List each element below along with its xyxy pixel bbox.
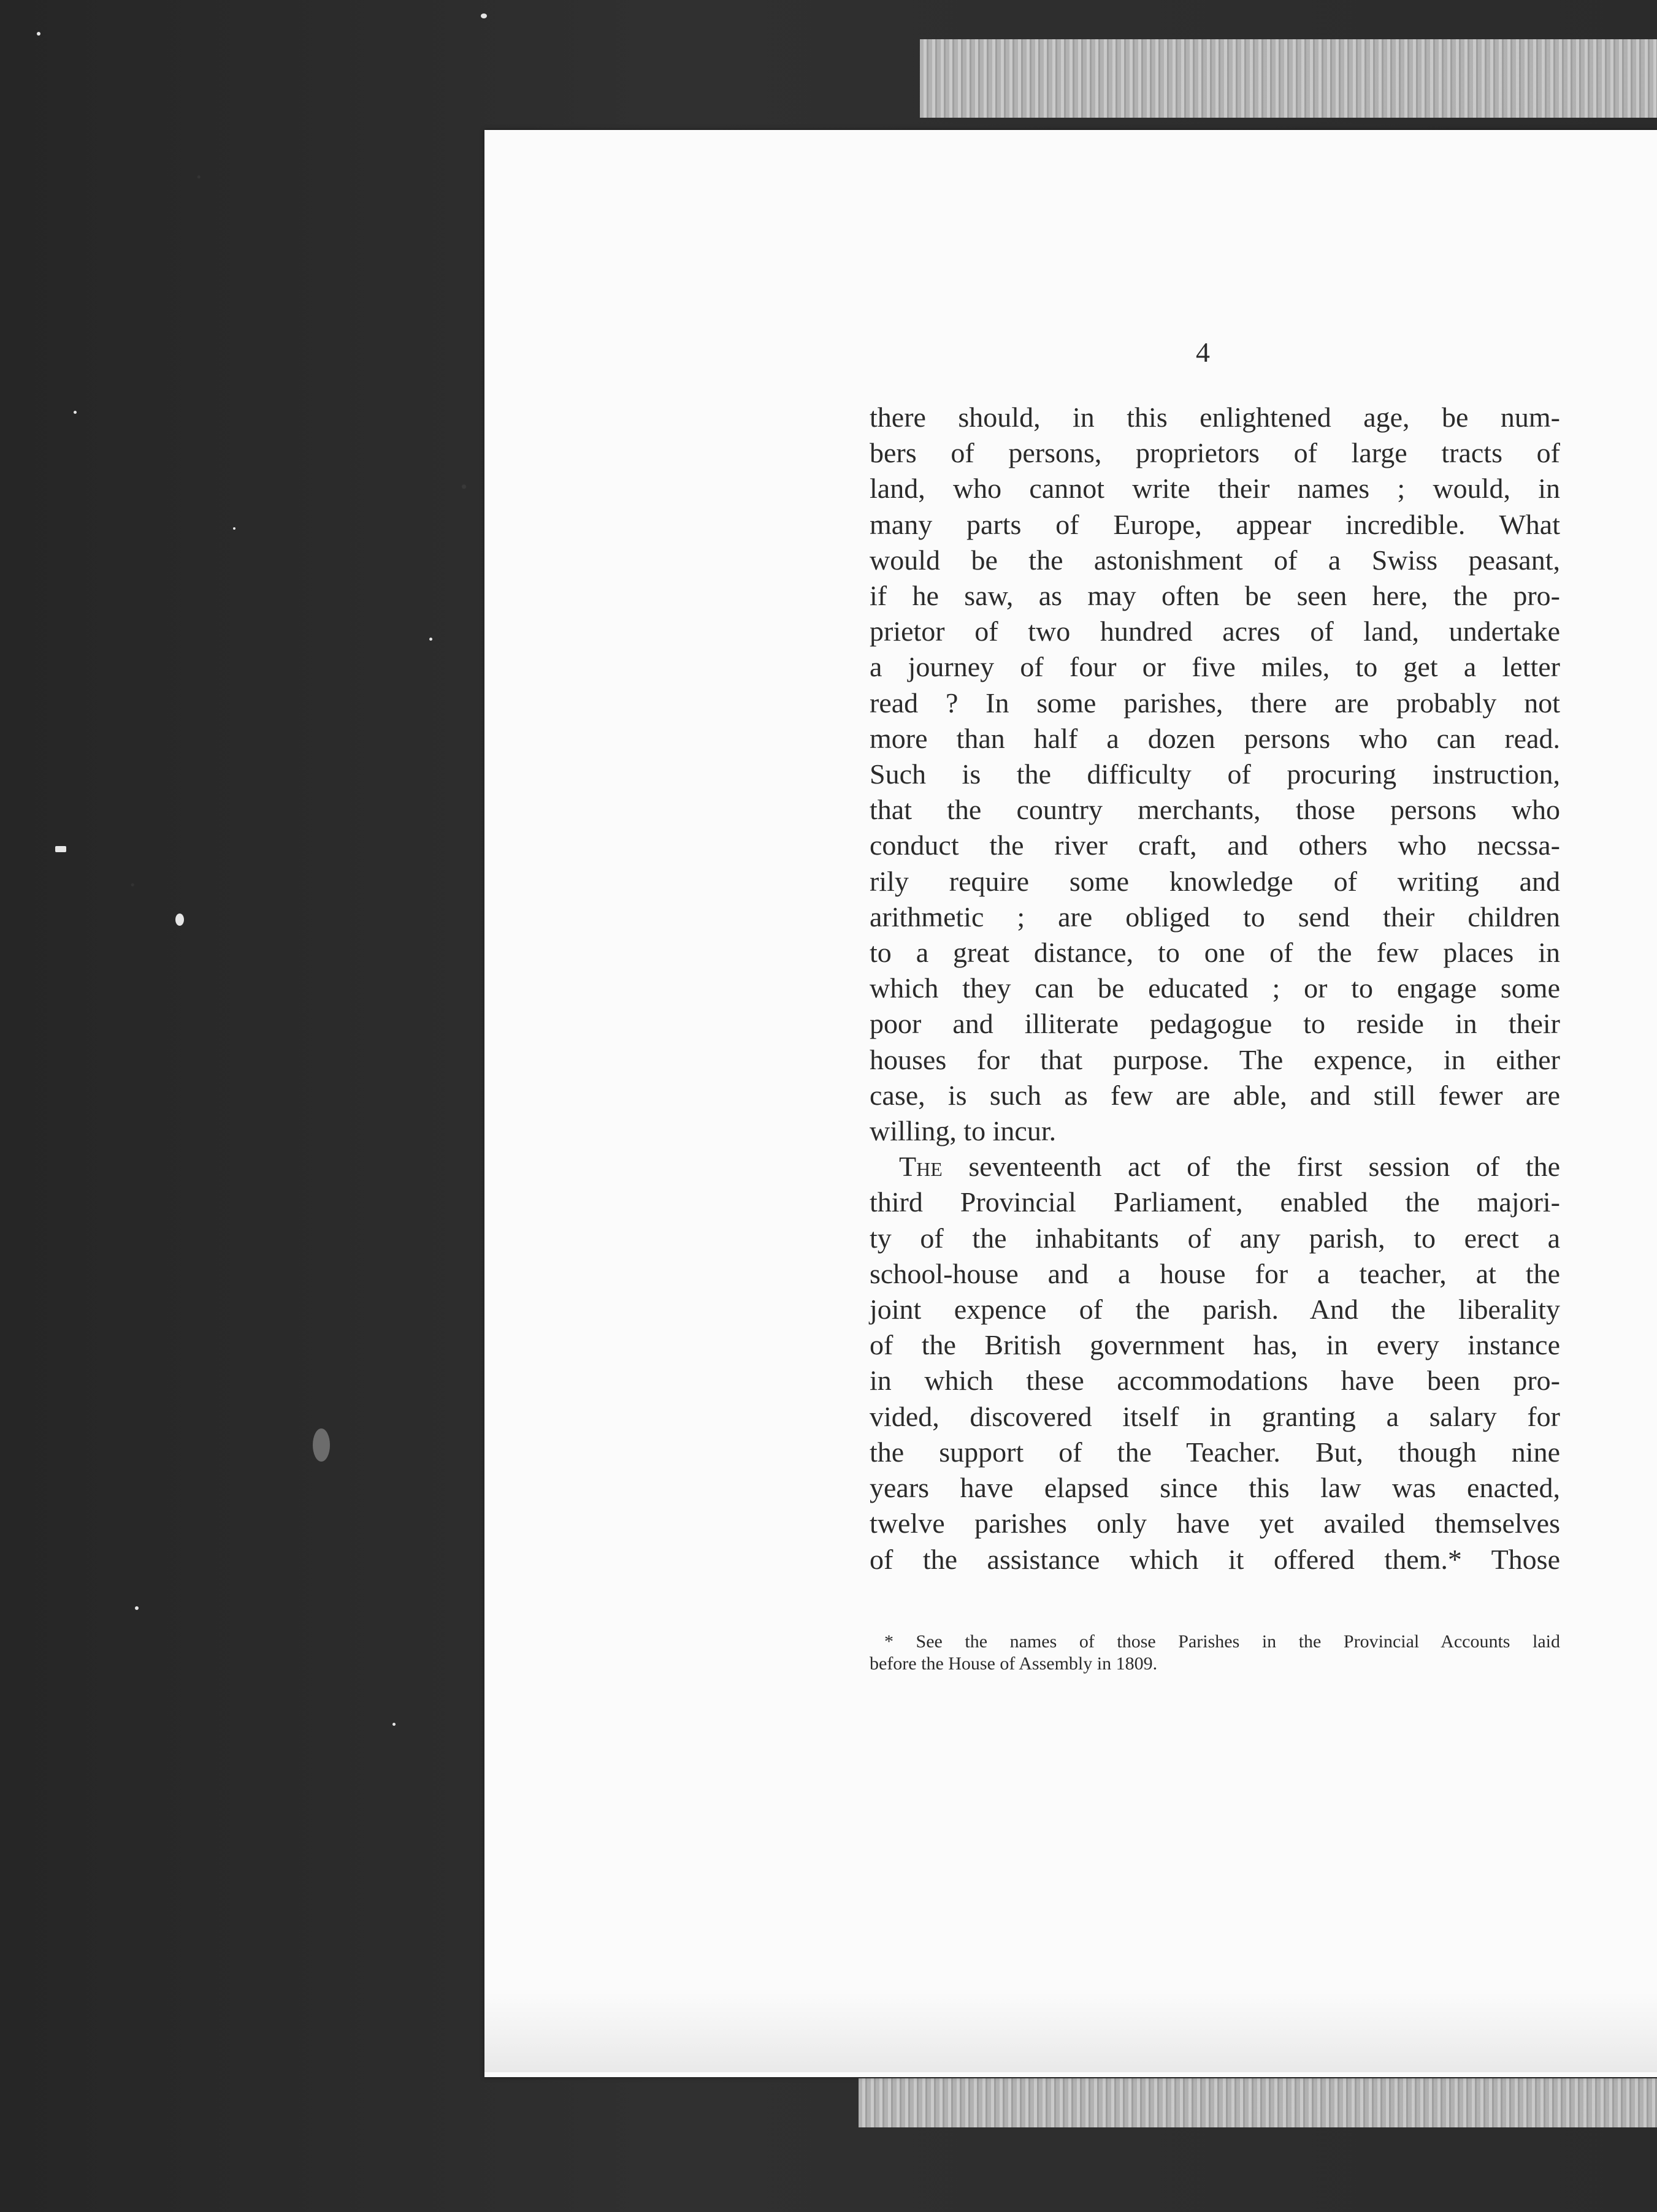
text-line: a journey of four or five miles, to get a letter xyxy=(870,651,1560,683)
text-line: conduct the river craft, and others who necssa- xyxy=(870,830,1560,861)
text-line: school-house and a house for a teacher, at the xyxy=(870,1257,1560,1289)
text-line: joint expence of the parish. And the liberality xyxy=(870,1294,1560,1325)
paragraph-opening-word: The xyxy=(899,1151,943,1183)
text-line: vided, discovered itself in granting a salary for xyxy=(870,1400,1560,1432)
text-line: third Provincial Parliament, enabled the majori- xyxy=(870,1186,1560,1218)
page-bottom-edge xyxy=(484,1993,1657,2072)
dust-speck xyxy=(135,1606,139,1610)
text-line: twelve parishes only have yet availed themselves xyxy=(870,1508,1560,1539)
dust-speck xyxy=(37,32,40,36)
text-line: in which these accommodations have been pro- xyxy=(870,1365,1560,1397)
body-text xyxy=(870,400,1560,1577)
text-line: land, who cannot write their names ; would, in xyxy=(870,473,1560,505)
dust-speck xyxy=(313,1428,330,1462)
text-line: willing, to incur. xyxy=(870,1115,1057,1147)
text-line: ty of the inhabitants of any parish, to erect a xyxy=(870,1222,1560,1254)
text-line: case, is such as few are able, and still fewer are xyxy=(870,1079,1560,1111)
text-line: if he saw, as may often be seen here, the pro- xyxy=(870,580,1560,612)
dust-speck xyxy=(55,846,66,852)
text-line: read ? In some parishes, there are probably not xyxy=(870,687,1560,719)
text-line: rily require some knowledge of writing and xyxy=(870,865,1560,897)
paragraph-opening-rest: seventeenth act of the first session of the xyxy=(942,1151,1560,1183)
dust-speck xyxy=(74,411,77,414)
text-line: poor and illiterate pedagogue to reside in their xyxy=(870,1008,1560,1040)
text-line: bers of persons, proprietors of large tracts of xyxy=(870,437,1560,469)
text-line: prietor of two hundred acres of land, undertake xyxy=(870,616,1560,647)
dust-speck xyxy=(175,913,184,926)
text-line: of the assistance which it offered them.* Those xyxy=(870,1543,1560,1575)
mounting-tape-top xyxy=(920,39,1657,118)
footnote-line: before the House of Assembly in 1809. xyxy=(870,1653,1158,1674)
dust-speck xyxy=(392,1723,396,1726)
text-line: years have elapsed since this law was enacted, xyxy=(870,1472,1560,1504)
dust-speck xyxy=(429,638,432,641)
paragraph-opening-line xyxy=(870,1149,1560,1184)
text-line: there should, in this enlightened age, be num- xyxy=(870,402,1560,433)
text-line: the support of the Teacher. But, though nine xyxy=(870,1436,1560,1468)
text-line: arithmetic ; are obliged to send their children xyxy=(870,901,1560,932)
text-line: houses for that purpose. The expence, in either xyxy=(870,1043,1560,1075)
text-line: that the country merchants, those persons who xyxy=(870,794,1560,826)
text-line: to a great distance, to one of the few places in xyxy=(870,937,1560,969)
page-number: 4 xyxy=(1196,337,1210,368)
footnote-line: * See the names of those Parishes in the Provincial Accounts laid xyxy=(884,1631,1560,1652)
text-line: more than half a dozen persons who can read. xyxy=(870,722,1560,754)
text-line: of the British government has, in every instance xyxy=(870,1329,1560,1361)
dust-speck xyxy=(233,527,235,530)
dust-speck xyxy=(481,13,487,18)
text-line: which they can be educated ; or to engage some xyxy=(870,972,1560,1004)
footnote xyxy=(870,1631,1560,1675)
text-line: Such is the difficulty of procuring instruction, xyxy=(870,758,1560,790)
text-line: many parts of Europe, appear incredible. What xyxy=(870,508,1560,540)
text-line: would be the astonishment of a Swiss peasant, xyxy=(870,544,1560,576)
mounting-tape-bottom xyxy=(859,2078,1657,2127)
